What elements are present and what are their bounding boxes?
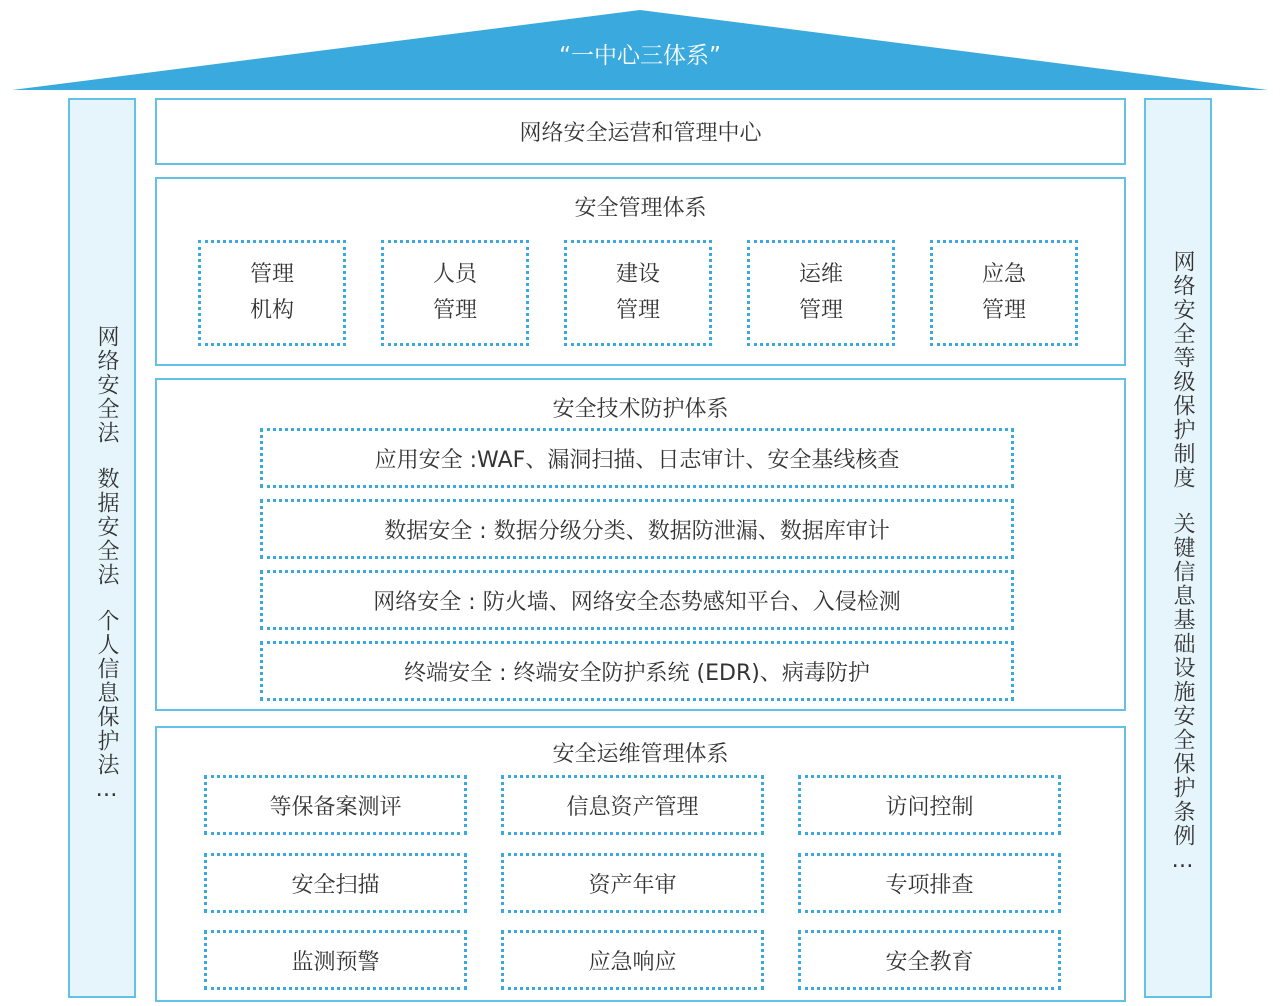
tech-row-endpoint: 终端安全 : 终端安全防护系统 (EDR)、病毒防护: [260, 641, 1014, 701]
management-item: 人员 管理: [381, 240, 529, 346]
ops-item: 访问控制: [798, 775, 1061, 835]
ops-title: 安全运维管理体系: [552, 742, 729, 767]
law-network-security: 网络安全法: [94, 325, 119, 445]
ops-panel: [155, 726, 1126, 1002]
roof-title: “一中心三体系”: [559, 43, 721, 69]
tech-panel: [155, 378, 1126, 711]
left-pillar-text: [87, 325, 121, 965]
law-data-security: 数据安全法: [94, 467, 119, 587]
ops-item: 监测预警: [204, 930, 467, 990]
center-panel: [155, 98, 1126, 165]
regulation-classified-protection: 网络安全等级保护制度: [1170, 250, 1195, 490]
center-title: 网络安全运营和管理中心: [519, 121, 762, 146]
management-item: 运维 管理: [747, 240, 895, 346]
right-pillar-text: [1163, 250, 1197, 990]
management-item: 管理 机构: [198, 240, 346, 346]
ops-item: 安全教育: [798, 930, 1061, 990]
tech-row-network: 网络安全 : 防火墙、网络安全态势感知平台、入侵检测: [260, 570, 1014, 630]
law-personal-information: 个人信息保护法…: [94, 609, 119, 804]
ops-item: 资产年审: [501, 853, 764, 913]
ops-item: 应急响应: [501, 930, 764, 990]
management-item: 应急 管理: [930, 240, 1078, 346]
tech-row-application: 应用安全 :WAF、漏洞扫描、日志审计、安全基线核查: [260, 428, 1014, 488]
right-pillar: [1144, 98, 1212, 998]
ops-item: 信息资产管理: [501, 775, 764, 835]
management-title: 安全管理体系: [574, 196, 707, 221]
ops-item: 安全扫描: [204, 853, 467, 913]
management-item: 建设 管理: [564, 240, 712, 346]
ops-item: 等保备案测评: [204, 775, 467, 835]
management-panel: [155, 177, 1126, 366]
regulation-critical-infrastructure: 关键信息基础设施安全保护条例…: [1170, 512, 1195, 875]
left-pillar: [68, 98, 136, 998]
ops-item: 专项排查: [798, 853, 1061, 913]
tech-title: 安全技术防护体系: [552, 397, 729, 422]
tech-row-data: 数据安全 : 数据分级分类、数据防泄漏、数据库审计: [260, 499, 1014, 559]
